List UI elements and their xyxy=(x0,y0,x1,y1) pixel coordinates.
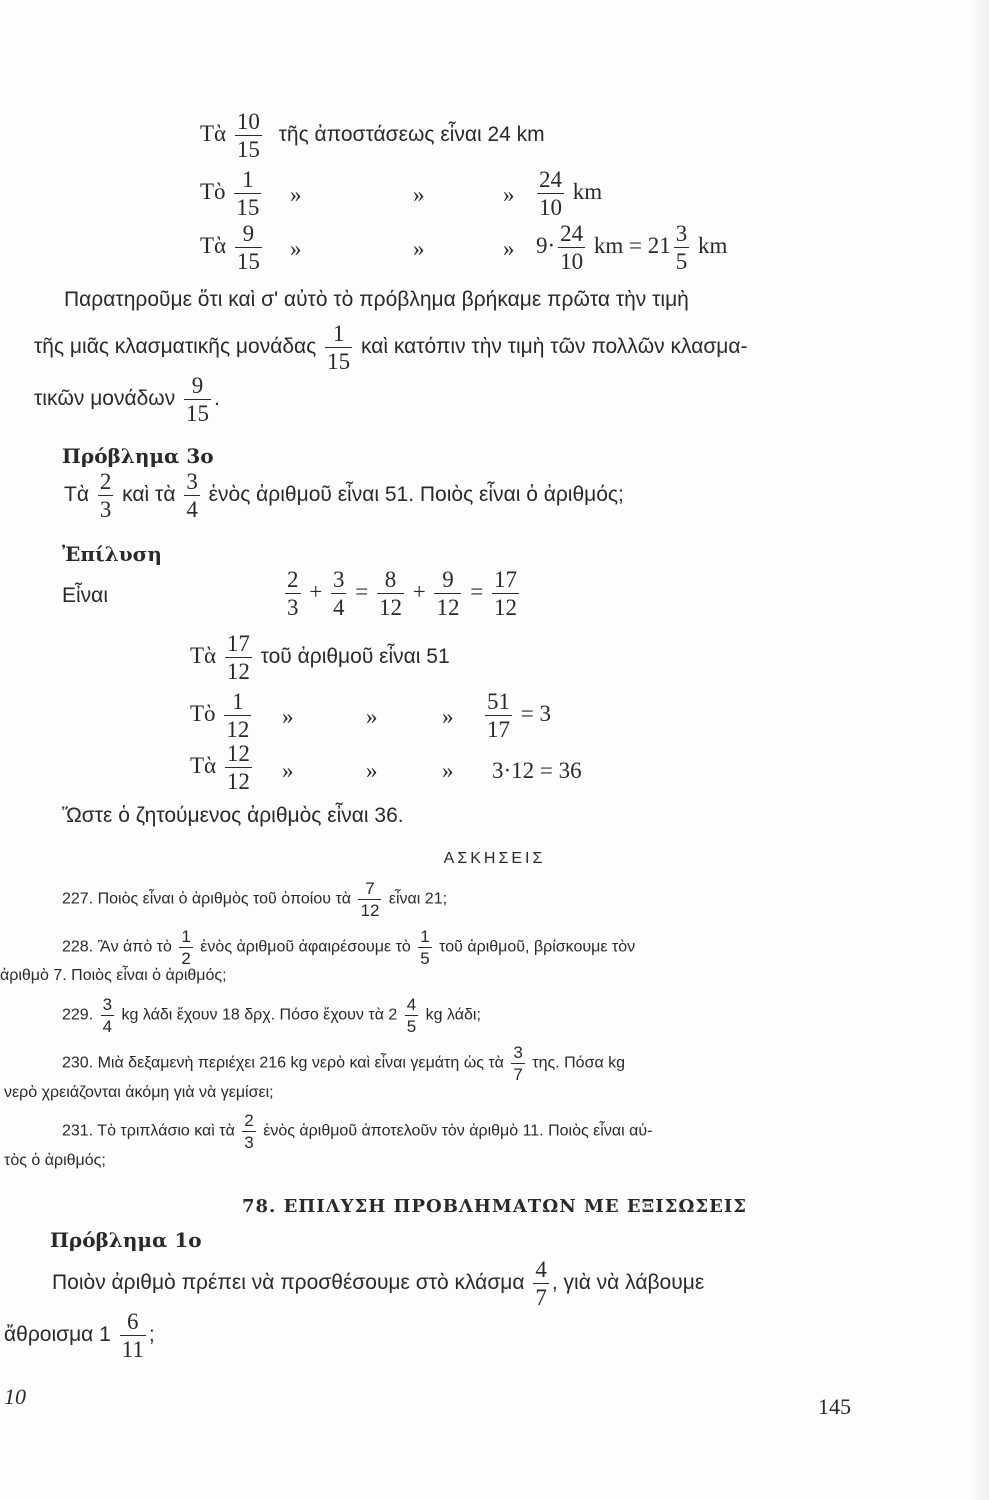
exercise-230-line-2: νερὸ χρειάζονται ἀκόμη γιὰ νὰ γεμίσει; xyxy=(4,1084,274,1101)
exercise-231: 231. Τὸ τριπλάσιο καὶ τὰ $\frac{2}{3}$ ἑνὸς ἀριθμοῦ ἀποτελοῦν τὸν ἀριθμὸ 11. Ποιὸς εἶναι αὐ- xyxy=(62,1111,653,1152)
solution-row-3: Τὰ $\frac{12}{12}$ » » » 3·12 = 36 xyxy=(190,741,582,794)
observation-line-3: τικῶν μονάδων $\frac{9}{15}$ . xyxy=(34,373,220,426)
exercise-227: 227. Ποιὸς εἶναι ὁ ἀριθμὸς τοῦ ὁποίου τὰ $\frac{7}{12}$ εἶναι 21; xyxy=(62,879,448,920)
table-row-1 xyxy=(200,110,545,161)
fraction: $\frac{9}{15}$ xyxy=(186,373,210,426)
exercise-230: 230. Μιὰ δεξαμενὴ περιέχει 216 kg νερὸ καὶ εἶναι γεμάτη ὡς τὰ $\frac{3}{7}$ της. Πόσα kg xyxy=(62,1043,626,1084)
fraction: $\frac{24}{10}$ xyxy=(560,221,584,274)
problem-3-statement: Τὰ $\frac{2}{3}$ καὶ τὰ $\frac{3}{4}$ ἑνὸς ἀριθμοῦ εἶναι 51. Ποιὸς εἶναι ὁ ἀριθμός; xyxy=(64,469,624,522)
table-row-2: Τὸ $\frac{1}{15}$ » » » $\frac{24}{10}$ km xyxy=(200,167,603,220)
table-row-3: Τὰ $\frac{9}{15}$ » » » 9· $\frac{24}{10}$ km = 21 $\frac{3}{5}$ km xyxy=(200,221,728,274)
fraction: $\frac{2}{3}$ xyxy=(99,469,112,522)
row-text: τῆς ἀποστάσεως εἶναι 24 km xyxy=(278,122,545,146)
fraction: $\frac{1}{15}$ xyxy=(236,167,260,220)
fraction: $\frac{24}{10}$ xyxy=(539,167,562,220)
solution-title: Ἐπίλυση xyxy=(62,542,162,566)
problem-3-title: Πρόβλημα 3ο xyxy=(62,444,214,468)
page-number: 145 xyxy=(818,1394,851,1419)
row-lead: Τὰ xyxy=(200,120,227,146)
printer-signature: 10 xyxy=(4,1384,26,1409)
problem-1-line-1: Ποιὸν ἀριθμὸ πρέπει νὰ προσθέσουμε στὸ κλάσμα $\frac{4}{7}$ , γιὰ νὰ λάβουμε xyxy=(52,1257,705,1310)
section-title: 78. ΕΠΙΛΥΣΗ ΠΡΟΒΛΗΜΑΤΩΝ ΜΕ ΕΞΙΣΩΣΕΙΣ xyxy=(241,1196,748,1217)
conclusion: Ὥστε ὁ ζητούμενος ἀριθμὸς εἶναι 36. xyxy=(62,804,404,827)
fraction: $\frac{10}{15}$ xyxy=(236,109,260,162)
equation-label: Εἶναι xyxy=(62,584,108,607)
fraction: $\frac{9}{15}$ xyxy=(236,221,260,274)
page-edge-shade xyxy=(971,0,989,1500)
equation: $\frac{2}{3}$ + $\frac{3}{4}$ = $\frac{8}{12}$ + $\frac{9}{12}$ = $\frac{17}{12}$ xyxy=(287,567,517,620)
solution-row-2: Τὸ $\frac{1}{12}$ » » » $\frac{51}{17}$ = 3 xyxy=(190,689,551,742)
exercise-228: 228. Ἂν ἀπὸ τὸ $\frac{1}{2}$ ἑνὸς ἀριθμοῦ ἀφαιρέσουμε τὸ $\frac{1}{5}$ τοῦ ἀριθμοῦ, βρίσκουμε τὸν xyxy=(62,927,636,968)
exercise-228-line-2: ἀριθμὸ 7. Ποιὸς εἶναι ὁ ἀριθμός; xyxy=(0,967,227,984)
exercise-229: 229. $\frac{3}{4}$ kg λάδι ἔχουν 18 δρχ. Πόσο ἔχουν τὰ 2 $\frac{4}{5}$ kg λάδι; xyxy=(62,995,481,1036)
observation-line-1: Παρατηροῦμε ὅτι καὶ σ' αὐτὸ τὸ πρόβλημα βρήκαμε πρῶτα τὴν τιμὴ xyxy=(64,288,689,311)
fraction: $\frac{1}{15}$ xyxy=(327,321,351,374)
solution-row-1: Τὰ $\frac{17}{12}$ τοῦ ἀριθμοῦ εἶναι 51 xyxy=(190,631,450,684)
exercises-title: ΑΣΚΗΣΕΙΣ xyxy=(443,850,546,867)
fraction: $\frac{3}{4}$ xyxy=(186,469,198,522)
problem-1-line-2: ἄθροισμα 1 $\frac{6}{11}$ ; xyxy=(4,1309,155,1362)
mixed-fraction: $\frac{3}{5}$ xyxy=(675,221,688,274)
observation-line-2: τῆς μιᾶς κλασματικῆς μονάδας $\frac{1}{15}$ καὶ κατόπιν τὴν τιμὴ τῶν πολλῶν κλασμα- xyxy=(34,321,748,374)
problem-1-title: Πρόβλημα 1ο xyxy=(50,1228,202,1252)
exercise-231-line-2: τὸς ὁ ἀριθμός; xyxy=(4,1152,106,1169)
